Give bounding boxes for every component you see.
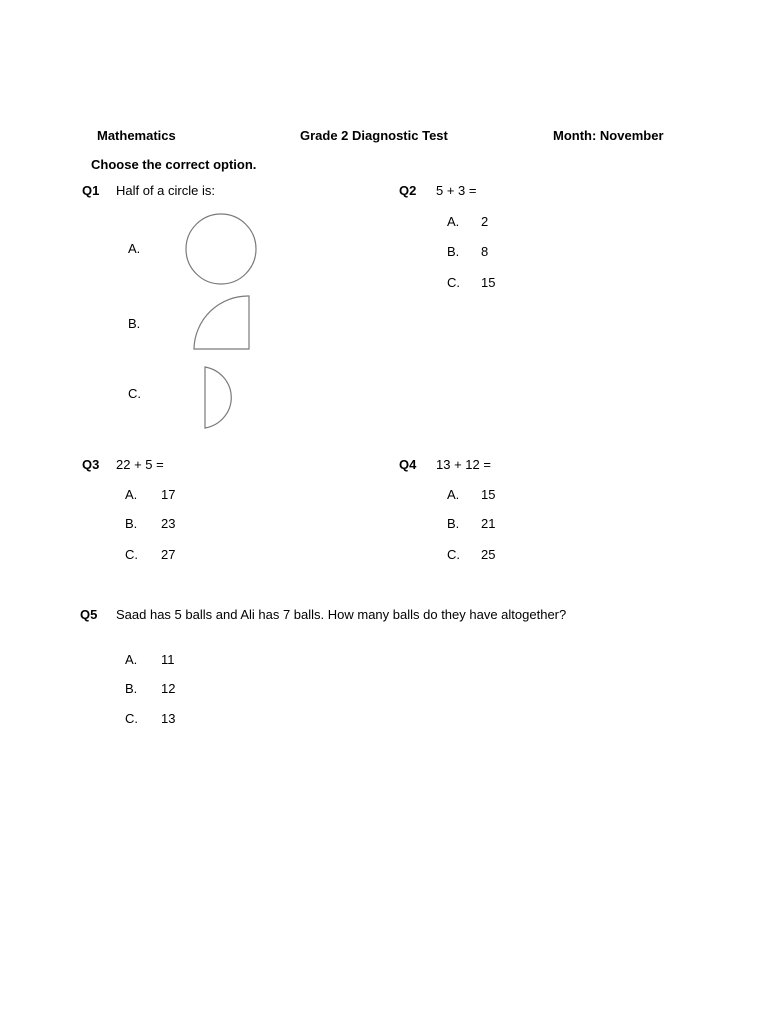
option-letter: B. bbox=[447, 516, 460, 531]
option-value: 15 bbox=[481, 275, 496, 290]
option-letter: A. bbox=[447, 487, 460, 502]
option-value: 2 bbox=[481, 214, 489, 229]
option-letter: A. bbox=[447, 214, 460, 229]
circle-icon bbox=[183, 213, 261, 285]
instruction-text: Choose the correct option. bbox=[91, 157, 257, 172]
option-letter: C. bbox=[125, 711, 138, 726]
option-value: 11 bbox=[161, 652, 175, 667]
option-letter: C. bbox=[447, 547, 460, 562]
question-number: Q1 bbox=[82, 183, 100, 198]
subject-label: Mathematics bbox=[97, 128, 176, 143]
test-title: Grade 2 Diagnostic Test bbox=[300, 128, 448, 143]
option-letter: C. bbox=[447, 275, 460, 290]
quarter-circle-icon bbox=[190, 294, 254, 352]
question-text: Half of a circle is: bbox=[116, 183, 215, 198]
option-value: 27 bbox=[161, 547, 176, 562]
question-number: Q2 bbox=[399, 183, 417, 198]
question-text: 5 + 3 = bbox=[436, 183, 477, 198]
option-value: 21 bbox=[481, 516, 496, 531]
option-value: 13 bbox=[161, 711, 176, 726]
option-value: 8 bbox=[481, 244, 489, 259]
question-number: Q4 bbox=[399, 457, 417, 472]
option-letter: B. bbox=[125, 681, 138, 696]
option-value: 15 bbox=[481, 487, 496, 502]
option-value: 12 bbox=[161, 681, 176, 696]
question-number: Q5 bbox=[80, 607, 98, 622]
question-text: Saad has 5 balls and Ali has 7 balls. How many balls do they have altogether? bbox=[116, 607, 567, 622]
option-letter: B. bbox=[128, 316, 141, 331]
option-letter: C. bbox=[128, 386, 141, 401]
question-text: 22 + 5 = bbox=[116, 457, 164, 472]
option-letter: B. bbox=[125, 516, 138, 531]
month-label: Month: November bbox=[553, 128, 664, 143]
question-number: Q3 bbox=[82, 457, 100, 472]
option-letter: A. bbox=[128, 241, 141, 256]
option-letter: A. bbox=[125, 652, 138, 667]
option-letter: A. bbox=[125, 487, 138, 502]
option-value: 23 bbox=[161, 516, 176, 531]
question-text: 13 + 12 = bbox=[436, 457, 491, 472]
option-value: 25 bbox=[481, 547, 496, 562]
half-circle-icon bbox=[201, 365, 241, 431]
option-value: 17 bbox=[161, 487, 176, 502]
option-letter: C. bbox=[125, 547, 138, 562]
option-letter: B. bbox=[447, 244, 460, 259]
